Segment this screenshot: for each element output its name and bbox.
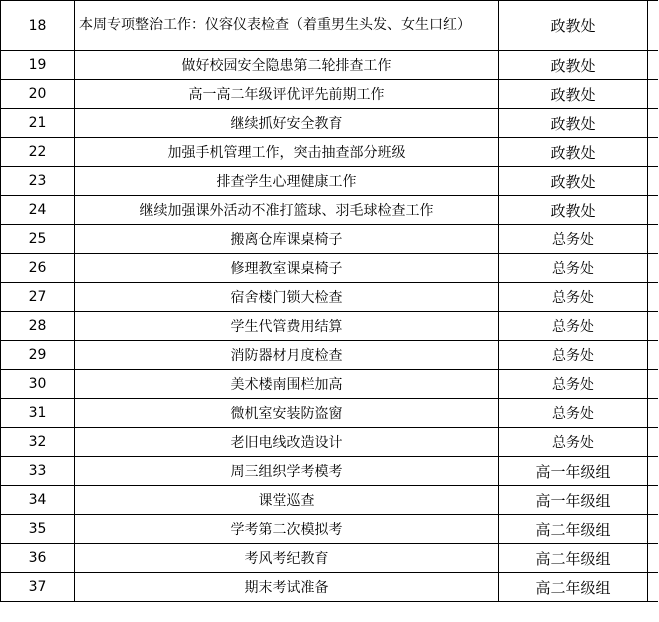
blank-cell (648, 196, 658, 225)
task-cell: 继续抓好安全教育 (75, 109, 499, 138)
table-row (1, 457, 658, 486)
task-cell: 考风考纪教育 (75, 544, 499, 573)
task-cell: 继续加强课外活动不准打篮球、羽毛球检查工作 (75, 196, 499, 225)
table-row (1, 109, 658, 138)
task-cell: 搬离仓库课桌椅子 (75, 225, 499, 254)
row-number: 30 (1, 370, 75, 399)
table-row (1, 312, 658, 341)
department-cell: 政教处 (499, 196, 648, 225)
department-cell: 政教处 (499, 109, 648, 138)
department-cell: 总务处 (499, 370, 648, 399)
blank-cell (648, 312, 658, 341)
row-number: 21 (1, 109, 75, 138)
task-cell: 老旧电线改造设计 (75, 428, 499, 457)
task-cell: 课堂巡查 (75, 486, 499, 515)
table-row (1, 515, 658, 544)
department-cell: 高二年级组 (499, 573, 648, 602)
blank-cell (648, 573, 658, 602)
task-cell: 期末考试准备 (75, 573, 499, 602)
blank-cell (648, 370, 658, 399)
department-cell: 总务处 (499, 341, 648, 370)
row-number: 28 (1, 312, 75, 341)
task-cell: 美术楼南围栏加高 (75, 370, 499, 399)
row-number: 32 (1, 428, 75, 457)
table-row (1, 254, 658, 283)
row-number: 25 (1, 225, 75, 254)
department-cell: 高一年级组 (499, 486, 648, 515)
table-row (1, 370, 658, 399)
task-cell: 做好校园安全隐患第二轮排查工作 (75, 51, 499, 80)
task-cell: 本周专项整治工作：仪容仪表检查（着重男生头发、女生口红） (75, 1, 499, 51)
blank-cell (648, 1, 658, 51)
table-row (1, 486, 658, 515)
row-number: 36 (1, 544, 75, 573)
row-number: 26 (1, 254, 75, 283)
row-number: 18 (1, 1, 75, 51)
blank-cell (648, 109, 658, 138)
blank-cell (648, 51, 658, 80)
department-cell: 总务处 (499, 428, 648, 457)
department-cell: 政教处 (499, 138, 648, 167)
row-number: 19 (1, 51, 75, 80)
blank-cell (648, 138, 658, 167)
blank-cell (648, 457, 658, 486)
task-cell: 宿舍楼门锁大检查 (75, 283, 499, 312)
department-cell: 政教处 (499, 80, 648, 109)
department-cell: 总务处 (499, 283, 648, 312)
department-cell: 高一年级组 (499, 457, 648, 486)
table-row (1, 283, 658, 312)
table-row (1, 196, 658, 225)
blank-cell (648, 428, 658, 457)
task-cell: 微机室安装防盗窗 (75, 399, 499, 428)
row-number: 37 (1, 573, 75, 602)
department-cell: 总务处 (499, 399, 648, 428)
blank-cell (648, 515, 658, 544)
department-cell: 政教处 (499, 1, 648, 51)
department-cell: 政教处 (499, 167, 648, 196)
row-number: 20 (1, 80, 75, 109)
table-row (1, 399, 658, 428)
table-body (1, 1, 658, 602)
table-row (1, 544, 658, 573)
row-number: 35 (1, 515, 75, 544)
row-number: 34 (1, 486, 75, 515)
task-cell: 学生代管费用结算 (75, 312, 499, 341)
blank-cell (648, 225, 658, 254)
blank-cell (648, 486, 658, 515)
row-number: 29 (1, 341, 75, 370)
department-cell: 总务处 (499, 225, 648, 254)
table-row (1, 573, 658, 602)
blank-cell (648, 399, 658, 428)
row-number: 27 (1, 283, 75, 312)
task-cell: 加强手机管理工作，突击抽查部分班级 (75, 138, 499, 167)
row-number: 33 (1, 457, 75, 486)
task-cell: 周三组织学考模考 (75, 457, 499, 486)
table-row (1, 428, 658, 457)
row-number: 24 (1, 196, 75, 225)
department-cell: 总务处 (499, 312, 648, 341)
table-row (1, 1, 658, 51)
task-cell: 排查学生心理健康工作 (75, 167, 499, 196)
table-row (1, 167, 658, 196)
row-number: 23 (1, 167, 75, 196)
table-row (1, 225, 658, 254)
blank-cell (648, 167, 658, 196)
department-cell: 总务处 (499, 254, 648, 283)
task-cell: 学考第二次模拟考 (75, 515, 499, 544)
blank-cell (648, 254, 658, 283)
table-row (1, 80, 658, 109)
row-number: 22 (1, 138, 75, 167)
department-cell: 高二年级组 (499, 544, 648, 573)
department-cell: 高二年级组 (499, 515, 648, 544)
department-cell: 政教处 (499, 51, 648, 80)
table-row (1, 51, 658, 80)
task-cell: 消防器材月度检查 (75, 341, 499, 370)
blank-cell (648, 341, 658, 370)
row-number: 31 (1, 399, 75, 428)
task-cell: 修理教室课桌椅子 (75, 254, 499, 283)
blank-cell (648, 80, 658, 109)
blank-cell (648, 544, 658, 573)
blank-cell (648, 283, 658, 312)
table-row (1, 138, 658, 167)
task-cell: 高一高二年级评优评先前期工作 (75, 80, 499, 109)
table-row (1, 341, 658, 370)
